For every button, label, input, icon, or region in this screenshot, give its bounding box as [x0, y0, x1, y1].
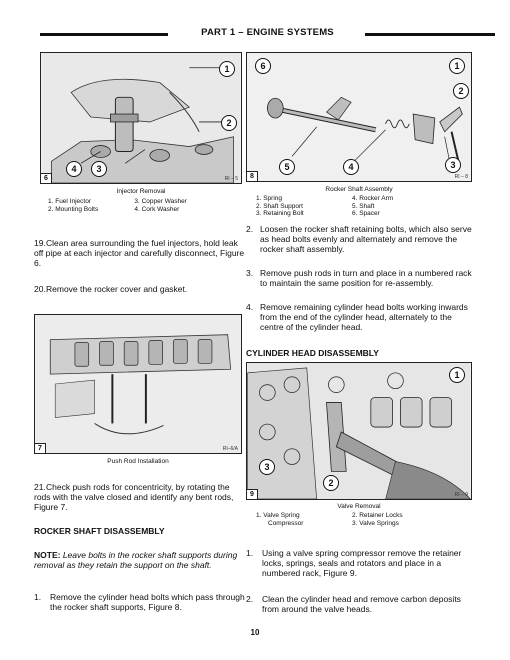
figure-7-push-rod-installation: [34, 314, 242, 454]
callout-1: 1: [219, 61, 235, 77]
section-heading-cylinder-head: CYLINDER HEAD DISASSEMBLY: [246, 348, 379, 358]
note-block: [34, 550, 246, 570]
callout-3: 3: [259, 459, 275, 475]
legend-item: 1. Valve Spring: [256, 512, 300, 519]
legend-item: 2. Mounting Bolts: [48, 205, 99, 213]
step-number: 20.: [34, 284, 46, 294]
callout-3: 3: [91, 161, 107, 177]
figure-reference: RI – 8: [454, 174, 468, 180]
callout-2: 2: [453, 83, 469, 99]
step-21: [34, 482, 246, 512]
legend-item: Compressor: [268, 519, 304, 527]
page-header: [40, 27, 495, 41]
note-text: Leave bolts in the rocker shaft supports during removal as they retain the support on the shaft.: [34, 550, 238, 570]
figure-reference: RI – 5: [224, 176, 238, 182]
step-number: 2.: [246, 594, 254, 604]
callout-4: 4: [66, 161, 82, 177]
step-2: [246, 224, 472, 254]
step-3: [246, 268, 472, 288]
callout-2: 2: [323, 475, 339, 491]
callout-1: 1: [449, 58, 465, 74]
step-number: 2.: [246, 224, 254, 234]
callout-4: 4: [343, 159, 359, 175]
legend-row: [48, 198, 228, 206]
legend-item: 5. Shaft: [352, 202, 375, 210]
legend-item: 3. Retaining Bolt: [256, 210, 304, 217]
legend-item: 2. Shaft Support: [256, 202, 303, 210]
step-number: 21.: [34, 482, 46, 492]
figure-6-injector-removal: [40, 52, 242, 184]
legend-item: 2. Retainer Locks: [352, 512, 403, 519]
section-heading-rocker-shaft: ROCKER SHAFT DISASSEMBLY: [34, 526, 165, 536]
push-rod-illustration: [35, 315, 241, 453]
legend-item: 1. Spring: [256, 195, 283, 202]
figure-9-legend: [256, 512, 456, 527]
legend-row: [256, 210, 456, 218]
page-number: 10: [250, 628, 260, 637]
callout-6: 6: [255, 58, 271, 74]
figure-8-caption: Rocker Shaft Assembly: [325, 186, 393, 193]
figure-number: 9: [247, 489, 258, 499]
rocker-step-1: [34, 592, 246, 612]
figure-6-legend: [48, 198, 228, 213]
legend-item: 4. Rocker Arm: [352, 195, 394, 202]
legend-row: [256, 195, 456, 203]
callout-2: 2: [221, 115, 237, 131]
step-text: Remove remaining cylinder head bolts working inwards from the end of the cylinder head, alternately to the centre of the cylinder head.: [260, 302, 468, 332]
legend-row: [48, 206, 228, 214]
step-text: Check push rods for concentricity, by rotating the rods with the valve closed and identify any bent rods, Figure 7.: [34, 482, 234, 512]
legend-row: [256, 512, 456, 520]
valve-removal-illustration: [247, 363, 471, 499]
note-label: NOTE:: [34, 550, 61, 560]
figure-8-legend: [256, 195, 456, 218]
step-number: 3.: [246, 268, 254, 278]
step-text: Clean the cylinder head and remove carbon deposits from around the valve heads.: [262, 594, 461, 614]
step-text: Using a valve spring compressor remove the retainer locks, springs, seals and rotators and place in a numbered rack, Figure 9.: [262, 548, 462, 578]
legend-row: [256, 520, 456, 528]
step-number: 1.: [246, 548, 254, 558]
figure-number: 8: [247, 171, 258, 181]
legend-item: 6. Spacer: [352, 210, 380, 217]
figure-7-caption: Push Rod Installation: [107, 458, 169, 465]
cylinder-step-1: [246, 548, 472, 578]
step-4: [246, 302, 472, 332]
cylinder-step-2: [246, 594, 472, 614]
step-20: [34, 284, 246, 294]
legend-row: [256, 203, 456, 211]
figure-8-rocker-shaft-assembly: [246, 52, 472, 182]
callout-5: 5: [279, 159, 295, 175]
page-section-title: PART 1 – ENGINE SYSTEMS: [201, 27, 334, 38]
legend-item: 1. Fuel Injector: [48, 198, 91, 205]
callout-3: 3: [445, 157, 461, 173]
step-text: Remove push rods in turn and place in a numbered rack to maintain the same position for re-assembly.: [260, 268, 472, 288]
step-19: [34, 238, 246, 268]
step-number: 4.: [246, 302, 254, 312]
figure-reference: RI–6/A: [222, 446, 238, 452]
step-text: Remove the cylinder head bolts which pass through the rocker shaft supports, Figure 8.: [50, 592, 245, 612]
figure-6-caption: Injector Removal: [116, 188, 166, 195]
step-text: Clean area surrounding the fuel injectors, hold leak off pipe at each injector and carefully disconnect, Figure 6.: [34, 238, 245, 268]
legend-item: 4. Cork Washer: [134, 205, 180, 213]
figure-9-caption: Valve Removal: [337, 503, 381, 510]
header-rule-right: [365, 33, 495, 36]
step-text: Loosen the rocker shaft retaining bolts, which also serve as head bolts evenly and alternately and remove the rocker shaft assembly.: [260, 224, 472, 254]
figure-number: 6: [41, 173, 52, 183]
legend-item: 3. Copper Washer: [134, 198, 187, 205]
legend-item: 3. Valve Springs: [352, 519, 399, 527]
step-text: Remove the rocker cover and gasket.: [46, 284, 188, 294]
figure-reference: RI – 9: [454, 492, 468, 498]
figure-number: 7: [35, 443, 46, 453]
step-number: 19.: [34, 238, 46, 248]
figure-9-valve-removal: [246, 362, 472, 500]
step-number: 1.: [34, 592, 42, 602]
callout-1: 1: [449, 367, 465, 383]
